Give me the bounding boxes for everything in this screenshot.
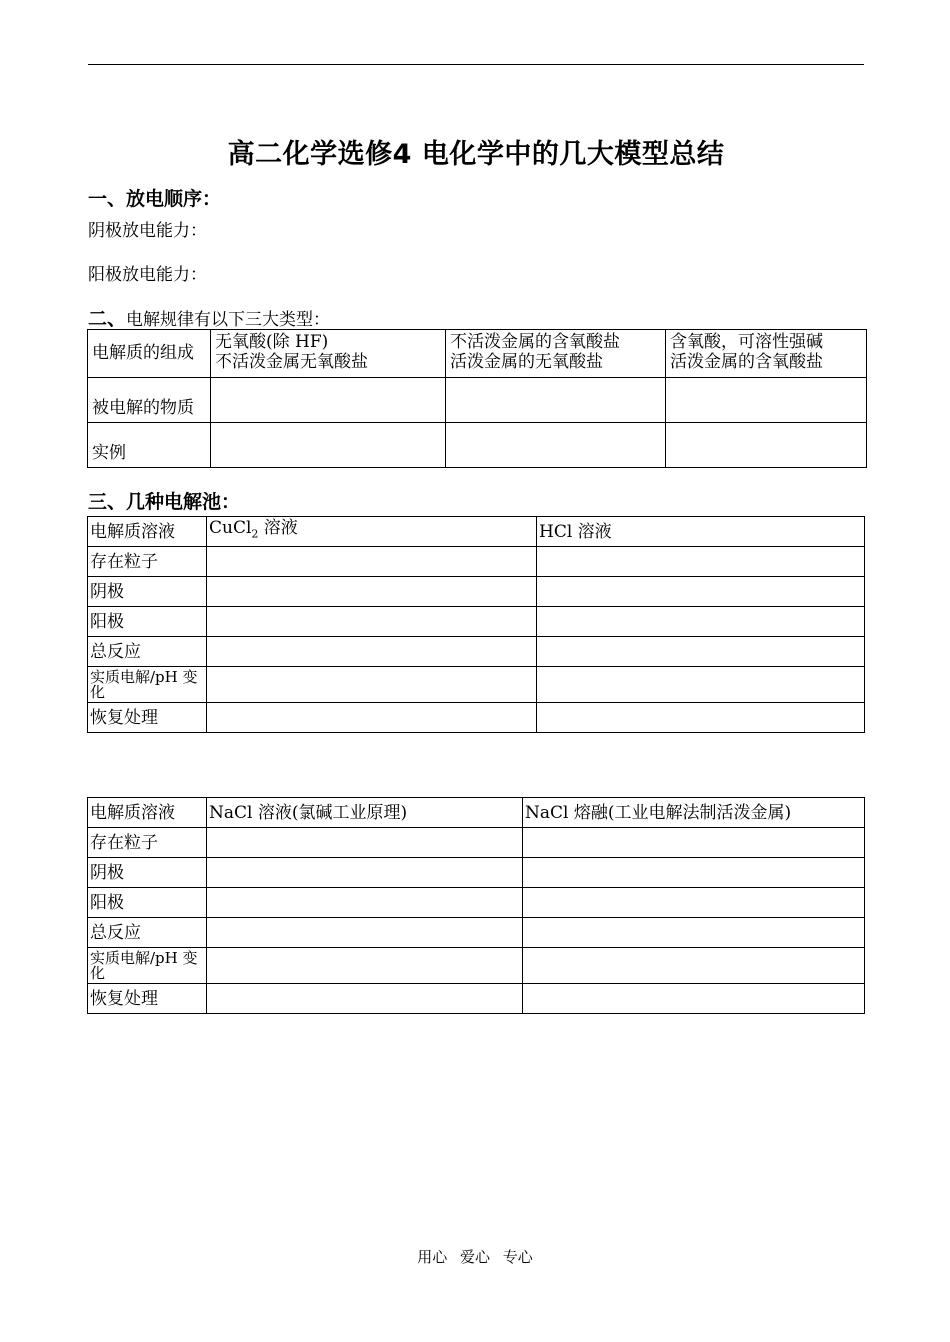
table-row: [88, 607, 865, 637]
electrolytic-cell-table-b: [87, 797, 865, 1014]
type1-cell: [211, 330, 446, 378]
blank-cell[interactable]: [207, 828, 523, 858]
type2-cell: [446, 330, 666, 378]
blank-cell[interactable]: [523, 984, 865, 1014]
table-row: [88, 858, 865, 888]
blank-cell[interactable]: [523, 948, 865, 984]
blank-cell[interactable]: [207, 948, 523, 984]
table-row: [88, 828, 865, 858]
row-label-anode: 阳极: [88, 888, 207, 918]
blank-cell[interactable]: [537, 547, 865, 577]
type1-line2: 不活泼金属无氧酸盐: [215, 352, 368, 372]
blank-cell[interactable]: [207, 703, 537, 733]
header-electrolyte: 电解质溶液: [88, 798, 207, 828]
blank-cell[interactable]: [537, 703, 865, 733]
blank-cell[interactable]: [523, 858, 865, 888]
table-row: [88, 517, 865, 547]
row-label-example: 实例: [88, 423, 211, 468]
row-label-overall-reaction: 总反应: [88, 637, 207, 667]
section2-heading-text: 电解规律有以下三大类型：: [126, 310, 331, 330]
cucl2-subscript: 2: [251, 527, 259, 541]
row-label-essence-ph: 实质电解/pH 变化: [88, 948, 207, 984]
row-label-anode: 阳极: [88, 607, 207, 637]
type3-line2: 活泼金属的含氧酸盐: [670, 352, 823, 372]
table-row: [88, 577, 865, 607]
blank-cell[interactable]: [446, 378, 666, 423]
blank-cell[interactable]: [207, 577, 537, 607]
blank-cell[interactable]: [207, 607, 537, 637]
blank-cell[interactable]: [523, 888, 865, 918]
blank-cell[interactable]: [207, 547, 537, 577]
section1-heading: 一、放电顺序：: [88, 188, 222, 210]
section3-heading: 三、几种电解池：: [88, 491, 241, 513]
header-electrolyte: 电解质溶液: [88, 517, 207, 547]
row-label-essence-ph: 实质电解/pH 变化: [88, 667, 207, 703]
row-label-electrolyzed-substance: 被电解的物质: [88, 378, 211, 423]
header-cucl2: [207, 517, 537, 547]
row-label-recovery: 恢复处理: [88, 984, 207, 1014]
blank-cell[interactable]: [211, 423, 446, 468]
row-label-recovery: 恢复处理: [88, 703, 207, 733]
blank-cell[interactable]: [537, 667, 865, 703]
electrolytic-cell-table-a: [87, 516, 865, 733]
blank-cell[interactable]: [666, 423, 867, 468]
anode-ability-label: 阳极放电能力：: [88, 265, 207, 285]
table-row: [88, 547, 865, 577]
table-row: [88, 703, 865, 733]
blank-cell[interactable]: [207, 888, 523, 918]
cucl2-suffix: 溶液: [258, 518, 298, 539]
type3-cell: [666, 330, 867, 378]
table-row: [88, 330, 867, 378]
blank-cell[interactable]: [523, 918, 865, 948]
table-row: [88, 637, 865, 667]
table-row: [88, 888, 865, 918]
blank-cell[interactable]: [537, 607, 865, 637]
blank-cell[interactable]: [666, 378, 867, 423]
header-nacl-molten: NaCl 熔融(工业电解法制活泼金属): [523, 798, 865, 828]
blank-cell[interactable]: [523, 828, 865, 858]
table-row: [88, 378, 867, 423]
row-label-cathode: 阴极: [88, 577, 207, 607]
blank-cell[interactable]: [537, 577, 865, 607]
type2-line1: 不活泼金属的含氧酸盐: [450, 332, 620, 352]
header-hcl: HCl 溶液: [537, 517, 865, 547]
table-row: [88, 918, 865, 948]
type2-line2: 活泼金属的无氧酸盐: [450, 352, 603, 372]
row-label-cathode: 阴极: [88, 858, 207, 888]
row-label-overall-reaction: 总反应: [88, 918, 207, 948]
blank-cell[interactable]: [207, 637, 537, 667]
row-label-particles: 存在粒子: [88, 547, 207, 577]
header-rule: [88, 64, 864, 65]
table-row: [88, 984, 865, 1014]
cucl2-base: CuCl: [209, 518, 252, 539]
section2-heading: [88, 304, 330, 331]
row-label-composition: 电解质的组成: [88, 330, 211, 378]
row-label-particles: 存在粒子: [88, 828, 207, 858]
blank-cell[interactable]: [207, 667, 537, 703]
table-row: [88, 423, 867, 468]
cathode-ability-label: 阴极放电能力：: [88, 221, 207, 241]
section2-heading-number: 二、: [88, 308, 127, 330]
type1-line1: 无氧酸(除 HF): [215, 332, 329, 352]
blank-cell[interactable]: [207, 858, 523, 888]
blank-cell[interactable]: [207, 984, 523, 1014]
table-row: [88, 667, 865, 703]
header-nacl-solution: NaCl 溶液(氯碱工业原理): [207, 798, 523, 828]
page-title: 高二化学选修4 电化学中的几大模型总结: [227, 139, 725, 170]
table-row: [88, 948, 865, 984]
blank-cell[interactable]: [211, 378, 446, 423]
type3-line1: 含氧酸，可溶性强碱: [670, 332, 823, 352]
blank-cell[interactable]: [207, 918, 523, 948]
blank-cell[interactable]: [446, 423, 666, 468]
page-footer: 用心 爱心 专心: [417, 1248, 533, 1266]
blank-cell[interactable]: [537, 637, 865, 667]
table-row: [88, 798, 865, 828]
electrolysis-rules-table: [87, 329, 867, 468]
